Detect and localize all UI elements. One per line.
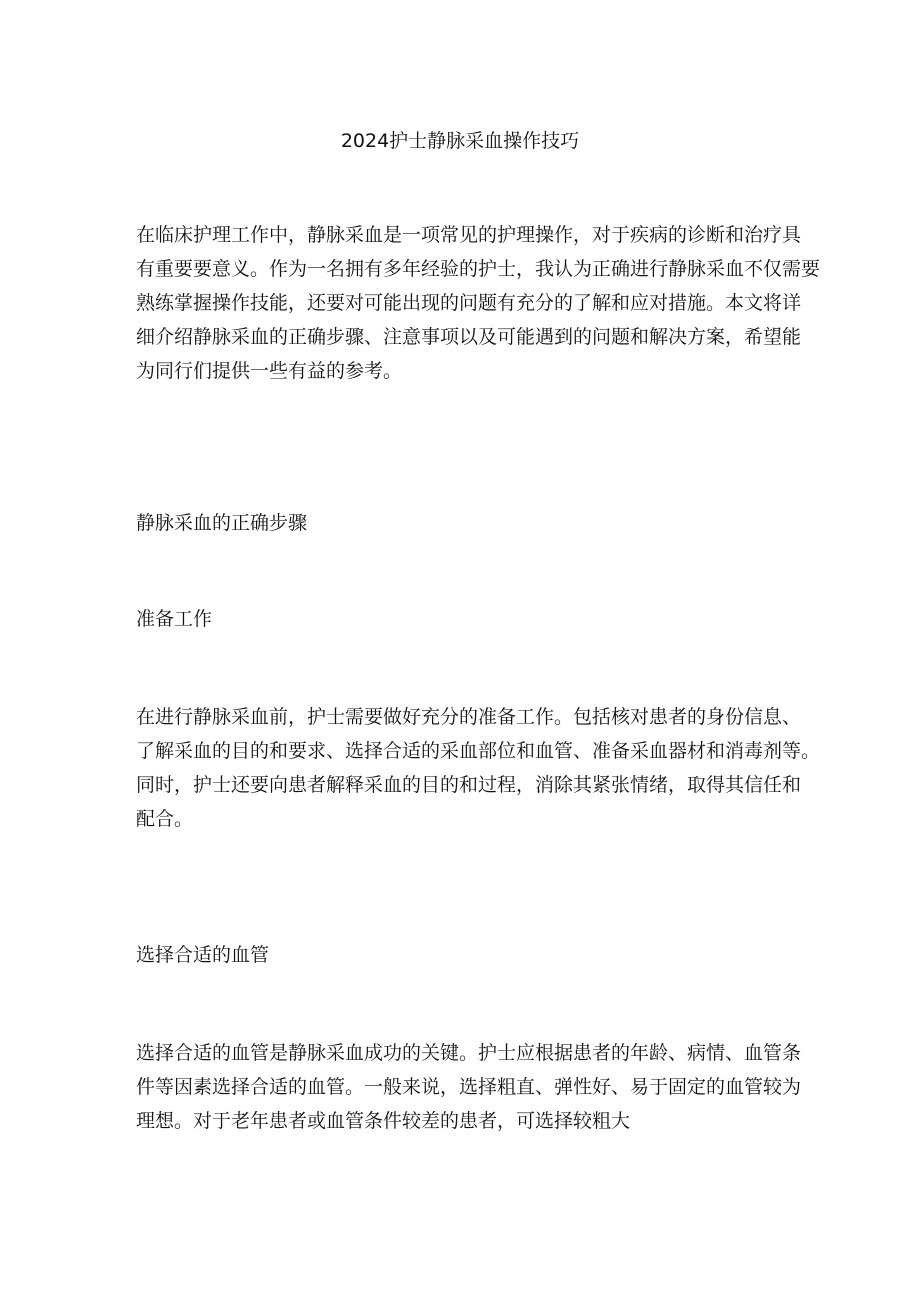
paragraph-line: 有重要要意义。作为一名拥有多年经验的护士，我认为正确进行静脉采血不仅需要 xyxy=(136,258,821,280)
document-title: 2024护士静脉采血操作技巧 xyxy=(340,130,580,152)
preparation-paragraph xyxy=(136,700,821,836)
paragraph-line: 配合。 xyxy=(136,808,194,830)
section-heading: 静脉采血的正确步骤 xyxy=(136,512,308,534)
paragraph-line: 在进行静脉采血前，护士需要做好充分的准备工作。包括核对患者的身份信息、 xyxy=(136,706,802,728)
subheading-vessel-selection: 选择合适的血管 xyxy=(136,944,270,966)
vessel-paragraph xyxy=(136,1036,802,1138)
paragraph-line: 选择合适的血管是静脉采血成功的关键。护士应根据患者的年龄、病情、血管条 xyxy=(136,1042,802,1064)
paragraph-line: 理想。对于老年患者或血管条件较差的患者，可选择较粗大 xyxy=(136,1110,631,1132)
subheading-preparation: 准备工作 xyxy=(136,608,213,630)
paragraph-line: 熟练掌握操作技能，还要对可能出现的问题有充分的了解和应对措施。本文将详 xyxy=(136,292,802,314)
paragraph-line: 细介绍静脉采血的正确步骤、注意事项以及可能遇到的问题和解决方案，希望能 xyxy=(136,326,802,348)
intro-paragraph xyxy=(136,218,821,388)
paragraph-line: 了解采血的目的和要求、选择合适的采血部位和血管、准备采血器材和消毒剂等。 xyxy=(136,740,821,762)
paragraph-line: 件等因素选择合适的血管。一般来说，选择粗直、弹性好、易于固定的血管较为 xyxy=(136,1076,802,1098)
paragraph-line: 同时，护士还要向患者解释采血的目的和过程，消除其紧张情绪，取得其信任和 xyxy=(136,774,802,796)
paragraph-line: 在临床护理工作中，静脉采血是一项常见的护理操作，对于疾病的诊断和治疗具 xyxy=(136,224,802,246)
paragraph-line: 为同行们提供一些有益的参考。 xyxy=(136,360,403,382)
